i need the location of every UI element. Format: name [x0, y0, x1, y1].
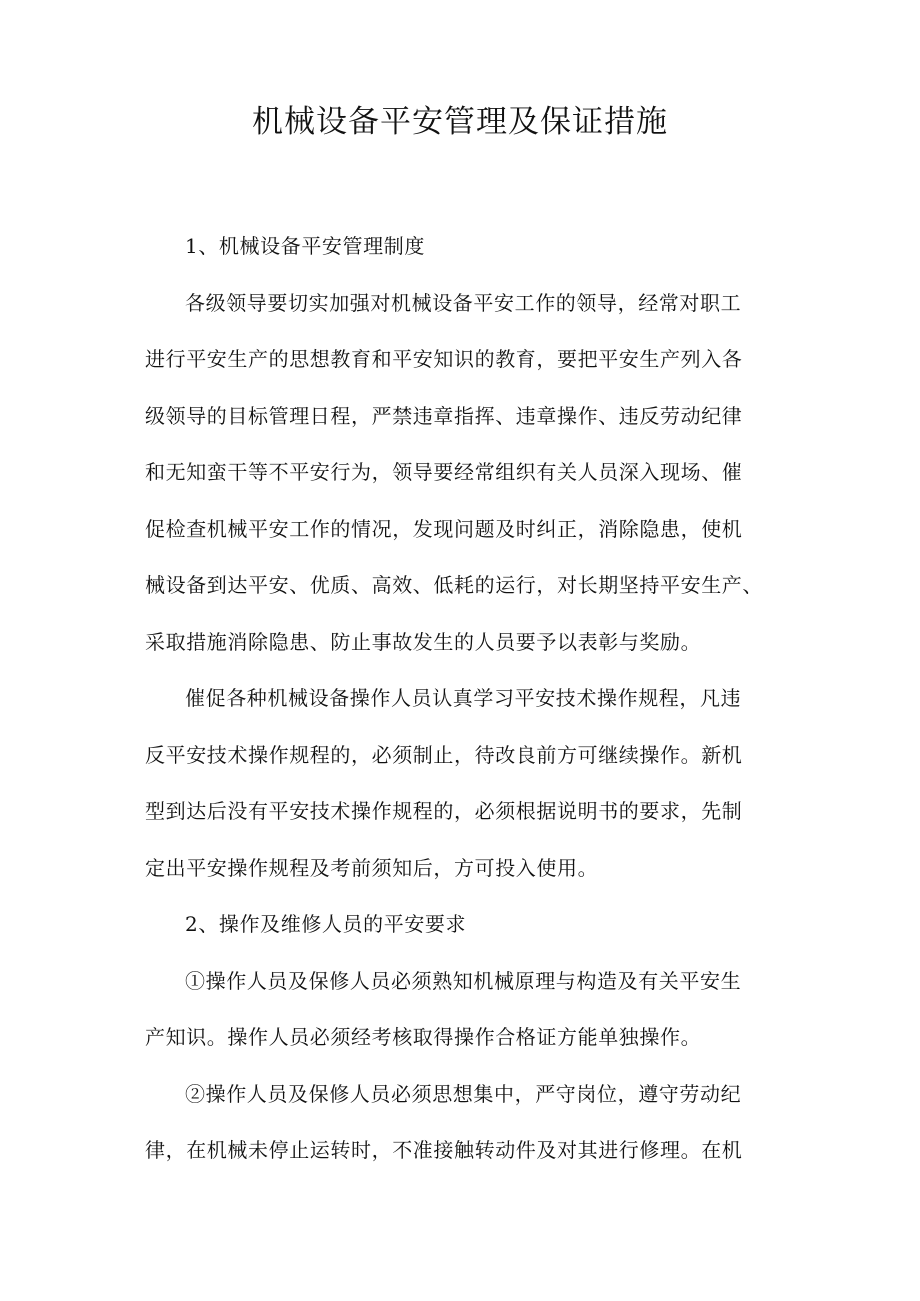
document-title: 机械设备平安管理及保证措施	[252, 104, 668, 140]
paragraph-line: 产知识。操作人员必须经考核取得操作合格证方能单独操作。	[145, 1025, 702, 1049]
paragraph-line: 反平安技术操作规程的，必须制止，待改良前方可继续操作。新机	[145, 742, 743, 767]
paragraph-line: 采取措施消除隐患、防止事故发生的人员要予以表彰与奖励。	[145, 629, 702, 654]
section-heading-1: 1、机械设备平安管理制度	[185, 234, 425, 258]
paragraph-line: ①操作人员及保修人员必须熟知机械原理与构造及有关平安生	[185, 968, 742, 993]
paragraph-line: 律，在机械未停止运转时，不准接触转动件及对其进行修理。在机	[145, 1138, 743, 1162]
document-body	[145, 226, 795, 1187]
paragraph-line: 级领导的目标管理日程，严禁违章指挥、违章操作、违反劳动纪律	[145, 403, 743, 428]
paragraph-line: 催促各种机械设备操作人员认真学习平安技术操作规程，凡违	[185, 686, 742, 710]
paragraph-line: 进行平安生产的思想教育和平安知识的教育，要把平安生产列入各	[145, 347, 743, 371]
paragraph-line: 各级领导要切实加强对机械设备平安工作的领导，经常对职工	[185, 290, 742, 315]
paragraph-line: ②操作人员及保修人员必须思想集中，严守岗位，遵守劳动纪	[185, 1081, 742, 1106]
paragraph-line: 促检查机械平安工作的情况，发现问题及时纠正，消除隐患，使机	[145, 516, 743, 541]
section-heading-2: 2、操作及维修人员的平安要求	[185, 912, 467, 936]
paragraph-line: 定出平安操作规程及考前须知后，方可投入使用。	[145, 855, 599, 880]
paragraph-line: 和无知蛮干等不平安行为，领导要经常组织有关人员深入现场、催	[145, 460, 743, 484]
paragraph-line: 械设备到达平安、优质、高效、低耗的运行，对长期坚持平安生产、	[145, 573, 763, 597]
paragraph-line: 型到达后没有平安技术操作规程的，必须根据说明书的要求，先制	[145, 799, 743, 823]
